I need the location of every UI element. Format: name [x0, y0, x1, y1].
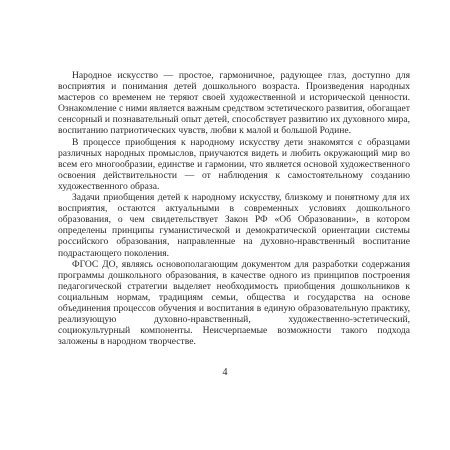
paragraph-2: В процессе приобщения к народному искусству дети знакомятся с образцами различных народных промыслов, приучаются видеть и любить окружающий мир во всем его многообразии, единстве и гармонии, что является основой художественного освоения действительности — от наблюдения к самостоятельному созданию художественного образа.: [58, 136, 410, 192]
paragraph-1: Народное искусство — простое, гармоничное, радующее глаз, доступно для восприятия и понимания детей дошкольного возраста. Произведения народных мастеров со временем не теряют своей художественной и исторической ценности. Ознакомление с ними является важным средством эстетического развития, обогащает сенсорный и познавательный опыт детей, способствует развитию их духовного мира, воспитанию патриотических чувств, любви к малой и большой Родине.: [58, 70, 410, 137]
body-text: [58, 70, 410, 347]
paragraph-4: ФГОС ДО, являясь основополагающим документом для разработки содержания программы дошкольного образования, в качестве одного из принципов построения педагогической стратегии выделяет необходимость приобщения дошкольников к социальным нормам, традициям семьи, общества и государства на основе объединения процессов обучения и воспитания в единую образовательную практику, реализующую духовно-нравственный, художественно-эстетический, социокультурный компоненты. Неисчерпаемые возможности такого подхода заложены в народном творчестве.: [58, 258, 410, 348]
paragraph-3: Задачи приобщения детей к народному искусству, близкому и понятному для их восприятия, остаются актуальными в современных условиях дошкольного образования, о чем свидетельствует Закон РФ «Об Образовании», в котором определены принципы гуманистической и демократической ориентации системы российского образования, направленные на духовно-нравственный воспитание подрастающего поколения.: [58, 192, 410, 259]
page-number: 4: [222, 367, 228, 378]
